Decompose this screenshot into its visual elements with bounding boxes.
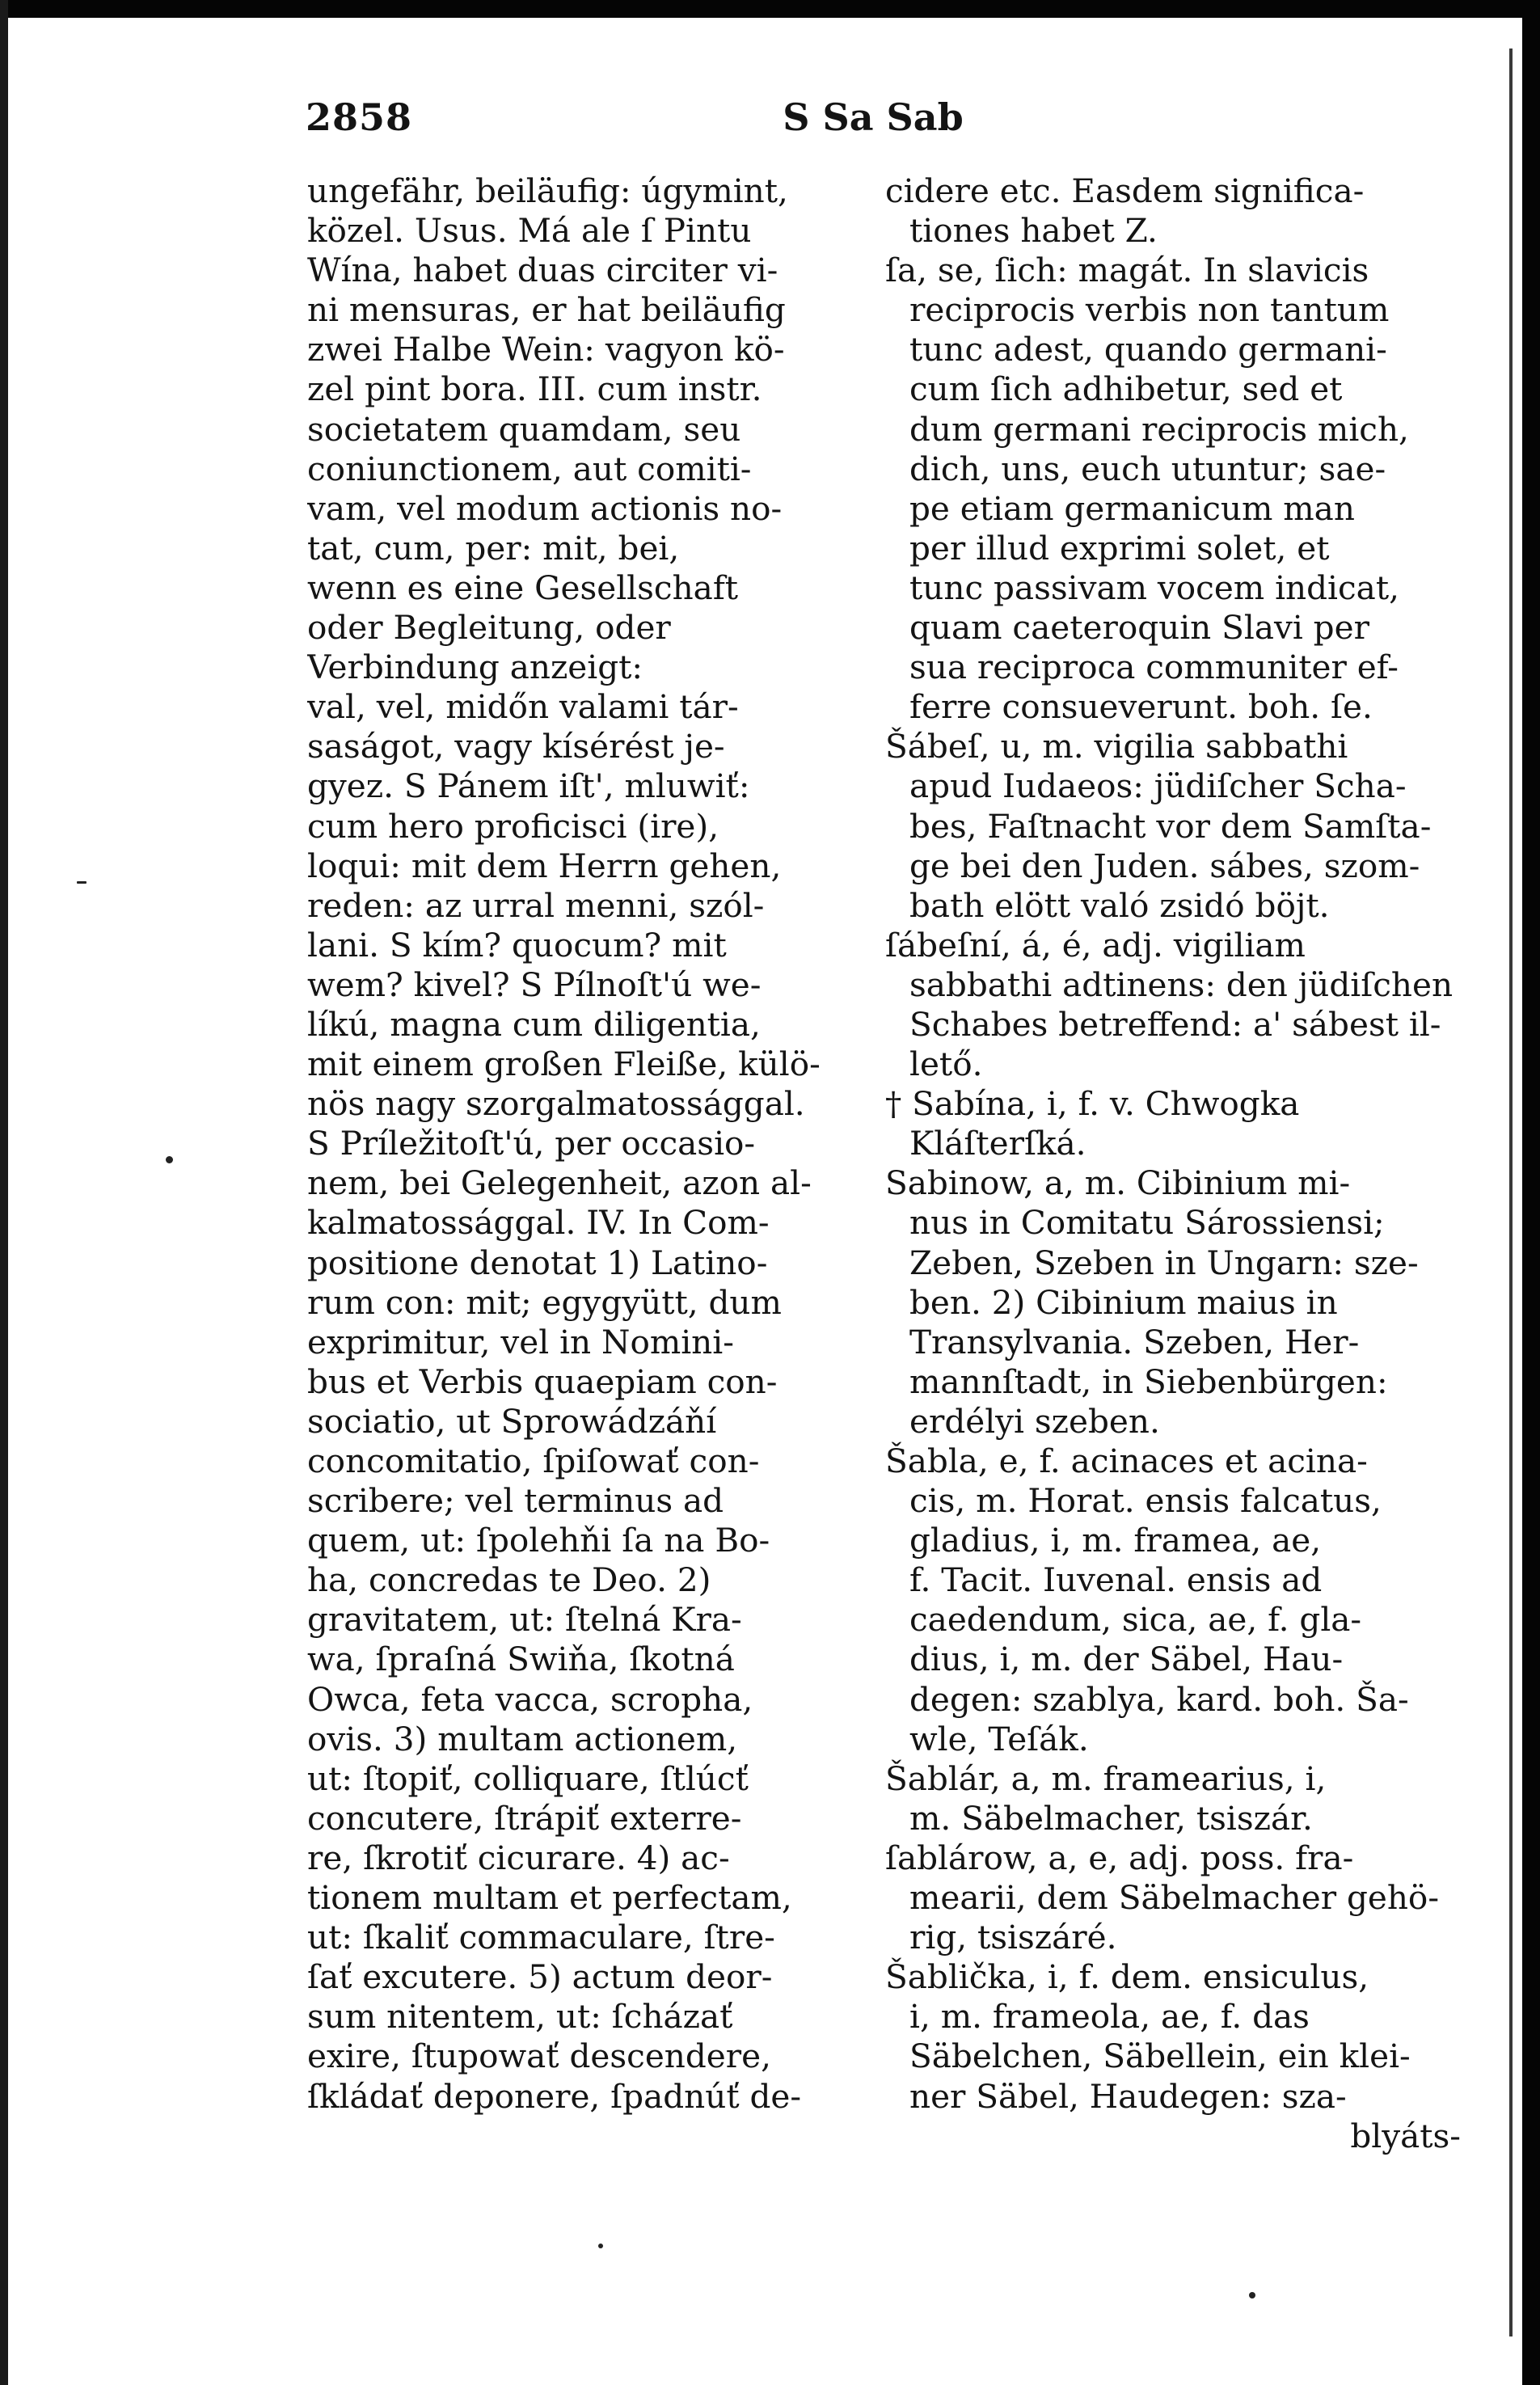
right-column [885, 171, 1461, 2156]
right-column-line: cidere etc. Easdem significa- [885, 171, 1365, 210]
page-edge-left [0, 0, 8, 2385]
right-column-line: gladius, i, m. framea, ae, [909, 1521, 1322, 1560]
left-column-line: vam, vel modum actionis no- [307, 488, 783, 528]
right-column-line: nus in Comitatu Sárossiensi; [909, 1203, 1385, 1243]
left-column-line: ha, concredas te Deo. 2) [307, 1560, 711, 1600]
right-column-line: ner Säbel, Haudegen: sza- [909, 2076, 1347, 2116]
right-column-line: ſábeſní, á, é, adj. vigiliam [885, 925, 1306, 965]
page-edge-top [0, 0, 1540, 18]
right-column-line: Säbelchen, Säbellein, ein klei- [909, 2037, 1411, 2076]
left-column-line: ſkládať deponere, ſpadnúť de- [307, 2076, 802, 2116]
right-column-line: m. Säbelmacher, tsiszár. [909, 1798, 1313, 1838]
right-column-line: Šábeſ, u, m. vigilia sabbathi [885, 727, 1348, 766]
right-column-line: Šabla, e, f. acinaces et acina- [885, 1442, 1368, 1480]
right-column-line: ge bei den Juden. sábes, szom- [909, 846, 1420, 885]
right-column-line: † Sabína, i, f. v. Chwogka [885, 1084, 1300, 1124]
left-column-line: re, ſkrotiť cicurare. 4) ac- [307, 1838, 730, 1877]
left-column-line: zwei Halbe Wein: vagyon kö- [307, 330, 785, 369]
scan-speck [598, 2244, 603, 2248]
right-column-line: rig, tsiszáré. [909, 1918, 1117, 1957]
right-column-line: blyáts- [1350, 2116, 1461, 2155]
left-column-line: quem, ut: ſpolehňi ſa na Bo- [307, 1521, 770, 1560]
left-column-line: tat, cum, per: mit, bei, [307, 528, 680, 568]
left-column-line: S Príležitoſt'ú, per occasio- [307, 1124, 756, 1163]
right-column-line: Kláſterſká. [909, 1124, 1086, 1163]
left-column-line: gyez. S Pánem iſt', mluwiť: [307, 766, 750, 806]
left-column-line: sociatio, ut Sprowádzáňí [307, 1401, 717, 1441]
right-column-line: ſa, se, ſich: magát. In slavicis [885, 251, 1369, 290]
left-column-line: saságot, vagy kísérést je- [307, 727, 725, 766]
left-column-line: közel. Usus. Má ale ſ Pintu [307, 211, 752, 251]
left-column-line: exire, ſtupowať descendere, [307, 2037, 771, 2076]
page-number: 2858 [306, 95, 413, 139]
right-column-line: ben. 2) Cibinium maius in [909, 1282, 1338, 1322]
right-column-line: mannſtadt, in Siebenbürgen: [909, 1361, 1388, 1401]
left-column-line: lani. S kím? quocum? mit [307, 925, 727, 965]
left-column-line: concomitatio, ſpiſowať con- [307, 1442, 760, 1480]
scan-speck [1249, 2292, 1255, 2298]
right-column-line: ſablárow, a, e, adj. poss. fra- [885, 1838, 1354, 1877]
right-column-line: bes, Faſtnacht vor dem Samſta- [909, 806, 1432, 846]
right-column-line: Zeben, Szeben in Ungarn: sze- [909, 1243, 1419, 1282]
left-column-line: ovis. 3) multam actionem, [307, 1719, 738, 1758]
right-column-line: sua reciproca communiter ef- [909, 648, 1399, 687]
right-column-line: caedendum, sica, ae, f. gla- [909, 1600, 1362, 1640]
right-column-line: wle, Teſák. [909, 1719, 1089, 1758]
left-column-line: wem? kivel? S Pílnoſt'ú we- [307, 965, 762, 1004]
left-column-line: sum nitentem, ut: ſcházať [307, 1997, 733, 2037]
left-column-line: concutere, ſtrápiť exterre- [307, 1798, 742, 1838]
left-column-line: scribere; vel terminus ad [307, 1481, 724, 1521]
right-column-line: i, m. frameola, ae, f. das [909, 1997, 1310, 2037]
scan-speck [166, 1156, 173, 1163]
left-column-line: wenn es eine Gesellschaft [307, 568, 739, 607]
running-head: S Sa Sab [783, 95, 964, 139]
right-column-line: dum germani reciprocis mich, [909, 409, 1409, 449]
right-column-line: erdélyi szeben. [909, 1401, 1160, 1441]
right-column-line: ferre consueverunt. boh. ſe. [909, 687, 1373, 727]
right-column-line: f. Tacit. Iuvenal. ensis ad [909, 1560, 1323, 1600]
right-column-line: tiones habet Z. [909, 211, 1158, 251]
left-column-line: tionem multam et perfectam, [307, 1878, 792, 1918]
right-column-line: Sabinow, a, m. Cibinium mi- [885, 1163, 1351, 1203]
right-column-line: Schabes betreffend: a' sábest il- [909, 1004, 1441, 1044]
left-column-line: gravitatem, ut: ſtelná Kra- [307, 1600, 742, 1640]
left-column-line: societatem quamdam, seu [307, 409, 741, 449]
left-column-line: cum hero proficisci (ire), [307, 806, 719, 846]
right-column-line: Šablár, a, m. framearius, i, [885, 1758, 1327, 1798]
right-column-line: tunc passivam vocem indicat, [909, 568, 1399, 607]
right-column-line: lető. [909, 1045, 983, 1084]
left-column-line: reden: az urral menni, szól- [307, 885, 765, 925]
left-column-line: nem, bei Gelegenheit, azon al- [307, 1163, 812, 1203]
left-column-line: wa, ſpraſná Swiňa, ſkotná [307, 1640, 735, 1679]
left-column-line: ut: ſkaliť commaculare, ſtre- [307, 1918, 775, 1957]
right-column-line: degen: szablya, kard. boh. Ša- [909, 1679, 1409, 1719]
right-column-line: dius, i, m. der Säbel, Hau- [909, 1640, 1344, 1679]
left-column-line: ſať excutere. 5) actum deor- [307, 1957, 773, 1997]
right-column-line: bath elött való zsidó böjt. [909, 885, 1330, 925]
right-column-line: per illud exprimi solet, et [909, 528, 1330, 568]
right-column-line: tunc adest, quando germani- [909, 330, 1387, 369]
left-column-line: ungefähr, beiläufig: úgymint, [307, 171, 788, 210]
right-column-line: Transylvania. Szeben, Her- [909, 1322, 1360, 1361]
left-column-line: ni mensuras, er hat beiläufig [307, 290, 786, 330]
left-column [307, 171, 865, 2117]
left-column-line: exprimitur, vel in Nomini- [307, 1322, 734, 1361]
right-column-line: apud Iudaeos: jüdiſcher Scha- [909, 766, 1407, 806]
left-column-line: coniunctionem, aut comiti- [307, 449, 752, 488]
left-column-line: líkú, magna cum diligentia, [307, 1004, 761, 1044]
left-column-line: Owca, feta vacca, scropha, [307, 1679, 753, 1719]
right-column-line: pe etiam germanicum man [909, 488, 1355, 528]
left-column-line: rum con: mit; egygyütt, dum [307, 1282, 782, 1322]
right-column-line: quam caeteroquin Slavi per [909, 608, 1369, 648]
left-column-line: nös nagy szorgalmatossággal. [307, 1084, 805, 1124]
scan-speck [77, 881, 86, 884]
right-column-line: sabbathi adtinens: den jüdiſchen [909, 965, 1454, 1004]
page-fold-shadow [1509, 49, 1513, 2336]
page-edge-right [1522, 0, 1540, 2385]
left-column-line: val, vel, midőn valami tár- [307, 687, 739, 727]
right-column-line: Šablička, i, f. dem. ensiculus, [885, 1957, 1369, 1997]
right-column-line: cis, m. Horat. ensis falcatus, [909, 1481, 1382, 1521]
right-column-line: dich, uns, euch utuntur; sae- [909, 449, 1386, 488]
left-column-line: oder Begleitung, oder [307, 608, 671, 648]
left-column-line: bus et Verbis quaepiam con- [307, 1361, 778, 1401]
left-column-line: kalmatossággal. IV. In Com- [307, 1203, 770, 1243]
left-column-line: Verbindung anzeigt: [307, 648, 643, 687]
left-column-line: zel pint bora. III. cum instr. [307, 369, 762, 409]
right-column-line: mearii, dem Säbelmacher gehö- [909, 1878, 1440, 1918]
left-column-line: loqui: mit dem Herrn gehen, [307, 846, 782, 885]
left-column-line: Wína, habet duas circiter vi- [307, 251, 778, 290]
left-column-line: ut: ſtopiť, colliquare, ſtlúcť [307, 1758, 749, 1798]
right-column-line: cum ſich adhibetur, sed et [909, 369, 1343, 409]
left-column-line: mit einem großen Fleiße, külö- [307, 1045, 821, 1084]
left-column-line: positione denotat 1) Latino- [307, 1243, 768, 1282]
right-column-line: reciprocis verbis non tantum [909, 290, 1390, 330]
